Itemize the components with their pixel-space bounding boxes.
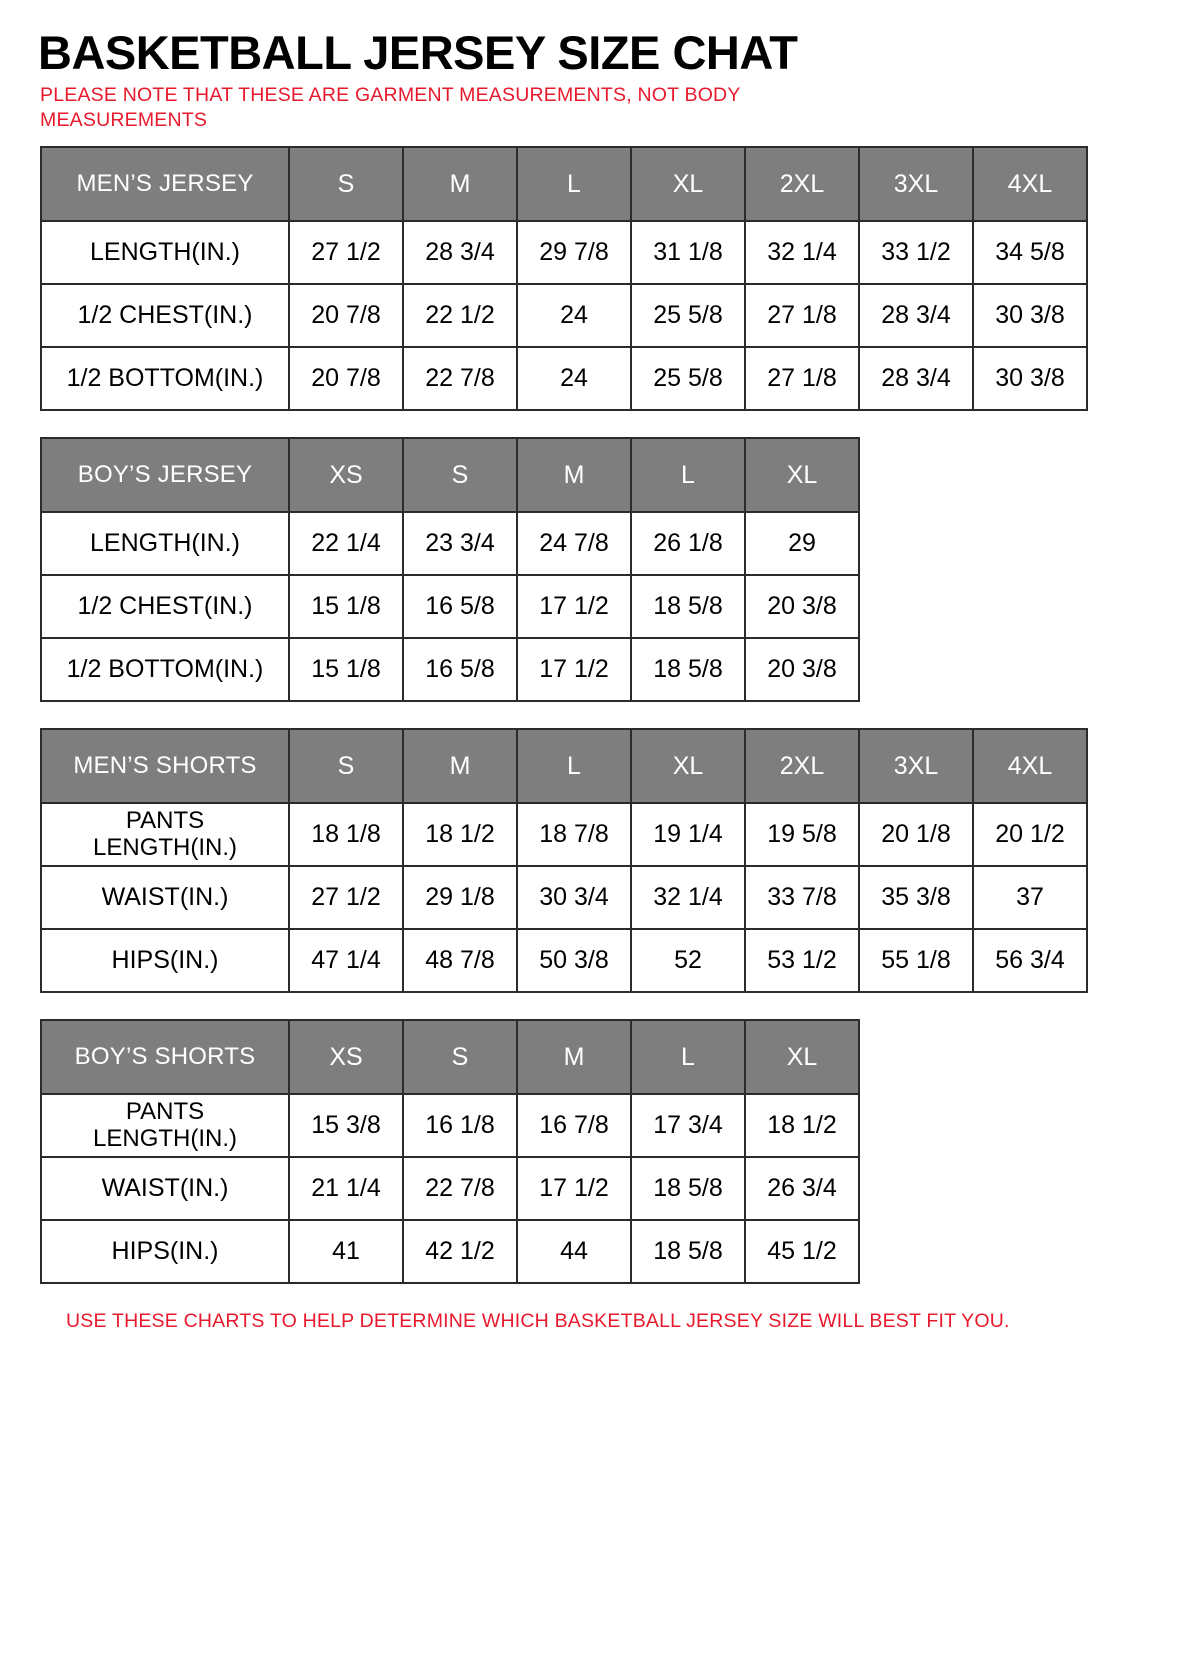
table-row [41, 221, 1087, 284]
measurement-value: 24 [517, 284, 631, 347]
size-header-cell: XL [631, 147, 745, 221]
measurement-label: 1/2 BOTTOM(IN.) [41, 347, 289, 410]
measurement-value: 19 1/4 [631, 803, 745, 866]
measurement-value: 28 3/4 [403, 221, 517, 284]
measurement-value: 24 7/8 [517, 512, 631, 575]
size-header-cell: M [403, 147, 517, 221]
measurement-label: HIPS(IN.) [41, 929, 289, 992]
table-title-cell: MEN’S JERSEY [41, 147, 289, 221]
measurement-label: LENGTH(IN.) [41, 512, 289, 575]
measurement-value: 20 1/2 [973, 803, 1087, 866]
measurement-label: 1/2 CHEST(IN.) [41, 284, 289, 347]
measurement-value: 25 5/8 [631, 347, 745, 410]
measurement-value: 22 7/8 [403, 1157, 517, 1220]
measurement-value: 55 1/8 [859, 929, 973, 992]
measurement-value: 53 1/2 [745, 929, 859, 992]
measurement-value: 45 1/2 [745, 1220, 859, 1283]
table-row [41, 284, 1087, 347]
table-row [41, 1157, 859, 1220]
measurement-value: 26 1/8 [631, 512, 745, 575]
measurement-value: 30 3/8 [973, 347, 1087, 410]
measurement-value: 44 [517, 1220, 631, 1283]
measurement-value: 26 3/4 [745, 1157, 859, 1220]
measurement-value: 24 [517, 347, 631, 410]
footer-note: USE THESE CHARTS TO HELP DETERMINE WHICH BASKETBALL JERSEY SIZE WILL BEST FIT YOU. [66, 1310, 1010, 1333]
size-header-cell: 4XL [973, 147, 1087, 221]
size-header-cell: XL [745, 1020, 859, 1094]
measurement-value: 21 1/4 [289, 1157, 403, 1220]
size-tables-container [28, 146, 1172, 1284]
garment-measurement-note: PLEASE NOTE THAT THESE ARE GARMENT MEASUREMENTS, NOT BODY MEASUREMENTS [40, 84, 741, 131]
measurement-value: 16 1/8 [403, 1094, 517, 1157]
measurement-value: 18 5/8 [631, 1220, 745, 1283]
table-row [41, 803, 1087, 866]
measurement-value: 28 3/4 [859, 284, 973, 347]
size-table-mens-shorts [40, 728, 1088, 993]
measurement-value: 20 3/8 [745, 575, 859, 638]
size-header-cell: L [631, 438, 745, 512]
table-title-cell: MEN’S SHORTS [41, 729, 289, 803]
measurement-value: 29 [745, 512, 859, 575]
measurement-value: 50 3/8 [517, 929, 631, 992]
measurement-value: 22 1/4 [289, 512, 403, 575]
measurement-value: 17 3/4 [631, 1094, 745, 1157]
measurement-value: 32 1/4 [631, 866, 745, 929]
measurement-value: 29 1/8 [403, 866, 517, 929]
size-header-cell: 2XL [745, 147, 859, 221]
measurement-label: 1/2 BOTTOM(IN.) [41, 638, 289, 701]
measurement-value: 27 1/2 [289, 221, 403, 284]
measurement-value: 27 1/8 [745, 347, 859, 410]
size-header-cell: S [403, 1020, 517, 1094]
measurement-value: 35 3/8 [859, 866, 973, 929]
measurement-value: 17 1/2 [517, 575, 631, 638]
measurement-value: 20 7/8 [289, 284, 403, 347]
measurement-value: 33 1/2 [859, 221, 973, 284]
measurement-value: 18 7/8 [517, 803, 631, 866]
size-header-cell: S [289, 729, 403, 803]
measurement-value: 18 5/8 [631, 638, 745, 701]
table-title-cell: BOY’S SHORTS [41, 1020, 289, 1094]
measurement-value: 42 1/2 [403, 1220, 517, 1283]
measurement-value: 17 1/2 [517, 638, 631, 701]
size-header-cell: 3XL [859, 147, 973, 221]
measurement-value: 47 1/4 [289, 929, 403, 992]
table-row [41, 1220, 859, 1283]
size-header-cell: XS [289, 438, 403, 512]
measurement-value: 31 1/8 [631, 221, 745, 284]
measurement-value: 56 3/4 [973, 929, 1087, 992]
size-header-cell: S [289, 147, 403, 221]
size-header-cell: L [631, 1020, 745, 1094]
measurement-label: PANTS LENGTH(IN.) [41, 1094, 289, 1157]
measurement-value: 15 3/8 [289, 1094, 403, 1157]
table-row [41, 638, 859, 701]
measurement-value: 28 3/4 [859, 347, 973, 410]
measurement-value: 30 3/8 [973, 284, 1087, 347]
size-header-cell: 3XL [859, 729, 973, 803]
table-header-row [41, 729, 1087, 803]
measurement-value: 33 7/8 [745, 866, 859, 929]
measurement-value: 20 3/8 [745, 638, 859, 701]
size-header-cell: M [403, 729, 517, 803]
measurement-value: 37 [973, 866, 1087, 929]
size-table-boys-shorts [40, 1019, 860, 1284]
measurement-value: 30 3/4 [517, 866, 631, 929]
measurement-value: 25 5/8 [631, 284, 745, 347]
measurement-value: 34 5/8 [973, 221, 1087, 284]
table-header-row [41, 1020, 859, 1094]
size-header-cell: 4XL [973, 729, 1087, 803]
size-header-cell: 2XL [745, 729, 859, 803]
measurement-label: WAIST(IN.) [41, 866, 289, 929]
measurement-value: 18 5/8 [631, 1157, 745, 1220]
table-row [41, 575, 859, 638]
measurement-value: 48 7/8 [403, 929, 517, 992]
table-row [41, 347, 1087, 410]
measurement-value: 20 1/8 [859, 803, 973, 866]
table-row [41, 512, 859, 575]
measurement-label: WAIST(IN.) [41, 1157, 289, 1220]
measurement-value: 16 5/8 [403, 575, 517, 638]
measurement-value: 41 [289, 1220, 403, 1283]
table-header-row [41, 147, 1087, 221]
size-header-cell: S [403, 438, 517, 512]
measurement-label: LENGTH(IN.) [41, 221, 289, 284]
table-row [41, 929, 1087, 992]
measurement-value: 29 7/8 [517, 221, 631, 284]
measurement-value: 23 3/4 [403, 512, 517, 575]
size-header-cell: XL [745, 438, 859, 512]
measurement-value: 27 1/8 [745, 284, 859, 347]
measurement-value: 15 1/8 [289, 575, 403, 638]
size-header-cell: M [517, 438, 631, 512]
measurement-value: 18 5/8 [631, 575, 745, 638]
measurement-value: 27 1/2 [289, 866, 403, 929]
measurement-value: 22 7/8 [403, 347, 517, 410]
measurement-value: 16 5/8 [403, 638, 517, 701]
measurement-value: 32 1/4 [745, 221, 859, 284]
page-title: BASKETBALL JERSEY SIZE CHAT [38, 26, 798, 79]
measurement-value: 19 5/8 [745, 803, 859, 866]
size-table-boys-jersey [40, 437, 860, 702]
measurement-label: HIPS(IN.) [41, 1220, 289, 1283]
size-table-mens-jersey [40, 146, 1088, 411]
size-header-cell: M [517, 1020, 631, 1094]
measurement-label: 1/2 CHEST(IN.) [41, 575, 289, 638]
size-header-cell: L [517, 147, 631, 221]
table-title-cell: BOY’S JERSEY [41, 438, 289, 512]
measurement-value: 16 7/8 [517, 1094, 631, 1157]
measurement-value: 17 1/2 [517, 1157, 631, 1220]
measurement-value: 20 7/8 [289, 347, 403, 410]
size-header-cell: XS [289, 1020, 403, 1094]
measurement-label: PANTS LENGTH(IN.) [41, 803, 289, 866]
size-header-cell: XL [631, 729, 745, 803]
table-row [41, 866, 1087, 929]
measurement-value: 15 1/8 [289, 638, 403, 701]
table-header-row [41, 438, 859, 512]
table-row [41, 1094, 859, 1157]
measurement-value: 18 1/2 [745, 1094, 859, 1157]
measurement-value: 18 1/2 [403, 803, 517, 866]
measurement-value: 22 1/2 [403, 284, 517, 347]
size-header-cell: L [517, 729, 631, 803]
measurement-value: 18 1/8 [289, 803, 403, 866]
measurement-value: 52 [631, 929, 745, 992]
